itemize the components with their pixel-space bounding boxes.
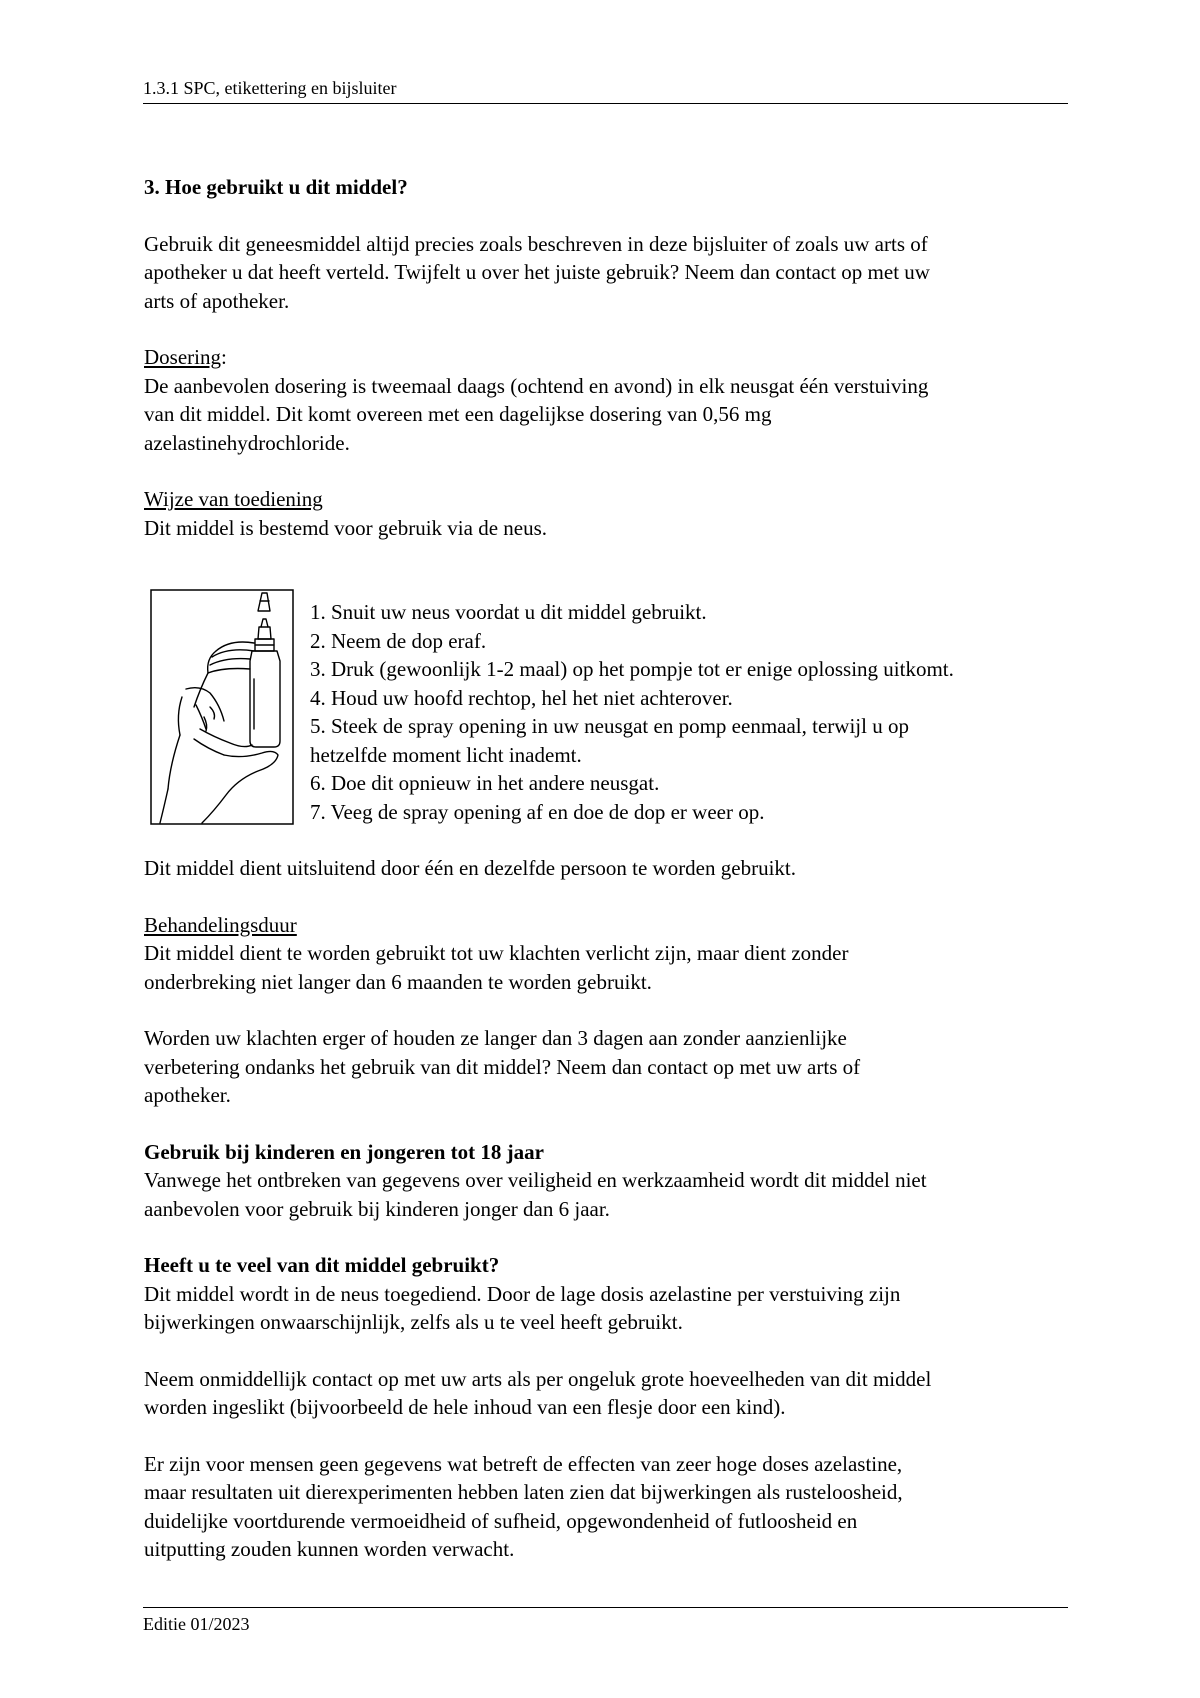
step-item: 1. Snuit uw neus voordat u dit middel gebruikt. bbox=[310, 600, 707, 624]
intro-paragraph bbox=[144, 230, 1074, 316]
section-title: 3. Hoe gebruikt u dit middel? bbox=[144, 175, 408, 199]
teveel-paragraph bbox=[144, 1280, 1074, 1337]
dosering-heading bbox=[144, 343, 1074, 372]
page-header-text: 1.3.1 SPC, etikettering en bijsluiter bbox=[143, 78, 397, 98]
dierexperimenten-line: maar resultaten uit dierexperimenten hebben laten zien dat bijwerkingen als rusteloosheid, bbox=[144, 1480, 903, 1504]
single-person-text: Dit middel dient uitsluitend door één en dezelfde persoon te worden gebruikt. bbox=[144, 856, 796, 880]
page-header bbox=[143, 76, 1068, 104]
erger-paragraph bbox=[144, 1024, 1074, 1110]
page-footer bbox=[143, 1607, 1068, 1636]
kinderen-line: aanbevolen voor gebruik bij kinderen jonger dan 6 jaar. bbox=[144, 1196, 610, 1221]
erger-line: Worden uw klachten erger of houden ze langer dan 3 dagen aan zonder aanzienlijke bbox=[144, 1026, 847, 1050]
intro-line: Gebruik dit geneesmiddel altijd precies zoals beschreven in deze bijsluiter of zoals uw arts of bbox=[144, 231, 928, 256]
behandelingsduur-line: Dit middel dient te worden gebruikt tot uw klachten verlicht zijn, maar dient zonder bbox=[144, 941, 849, 965]
behandelingsduur-heading bbox=[144, 911, 1074, 940]
dierexperimenten-line: uitputting zouden kunnen worden verwacht. bbox=[144, 1537, 515, 1561]
toediening-heading-text: Wijze van toediening bbox=[144, 487, 323, 511]
teveel-heading: Heeft u te veel van dit middel gebruikt? bbox=[144, 1253, 500, 1277]
behandelingsduur-line: onderbreking niet langer dan 6 maanden te worden gebruikt. bbox=[144, 969, 652, 994]
steps-list bbox=[310, 598, 954, 826]
step-item: 6. Doe dit opnieuw in het andere neusgat. bbox=[310, 771, 660, 795]
behandelingsduur-paragraph bbox=[144, 939, 1074, 996]
dosering-line: van dit middel. Dit komt overeen met een dagelijkse dosering van 0,56 mg bbox=[144, 402, 772, 426]
instructions-block bbox=[144, 589, 1074, 826]
step-item: 4. Houd uw hoofd rechtop, hel het niet achterover. bbox=[310, 685, 733, 710]
ingeslikt-line: worden ingeslikt (bijvoorbeeld de hele inhoud van een flesje door een kind). bbox=[144, 1395, 786, 1419]
dosering-paragraph bbox=[144, 372, 1074, 458]
behandelingsduur-heading-text: Behandelingsduur bbox=[144, 912, 297, 937]
erger-line: apotheker. bbox=[144, 1083, 231, 1107]
step-item: hetzelfde moment licht inademt. bbox=[310, 742, 582, 767]
kinderen-heading: Gebruik bij kinderen en jongeren tot 18 jaar bbox=[144, 1139, 544, 1164]
toediening-heading bbox=[144, 485, 1074, 514]
page-footer-text: Editie 01/2023 bbox=[143, 1614, 250, 1634]
dierexperimenten-paragraph bbox=[144, 1450, 1074, 1564]
document-content bbox=[144, 173, 1074, 1564]
toediening-text: Dit middel is bestemd voor gebruik via de neus. bbox=[144, 515, 548, 540]
step-item: 3. Druk (gewoonlijk 1-2 maal) op het pompje tot er enige oplossing uitkomt. bbox=[310, 657, 954, 681]
ingeslikt-paragraph bbox=[144, 1365, 1074, 1422]
dosering-heading-suffix: : bbox=[221, 345, 227, 369]
nasal-spray-hand-icon bbox=[150, 589, 294, 825]
dosering-line: De aanbevolen dosering is tweemaal daags (ochtend en avond) in elk neusgat één verstuiving bbox=[144, 373, 929, 398]
step-item: 2. Neem de dop eraf. bbox=[310, 628, 487, 653]
intro-line: arts of apotheker. bbox=[144, 288, 290, 313]
step-item: 5. Steek de spray opening in uw neusgat en pomp eenmaal, terwijl u op bbox=[310, 714, 909, 738]
ingeslikt-line: Neem onmiddellijk contact op met uw arts als per ongeluk grote hoeveelheden van dit middel bbox=[144, 1366, 932, 1391]
kinderen-paragraph bbox=[144, 1166, 1074, 1223]
erger-line: verbetering ondanks het gebruik van dit middel? Neem dan contact op met uw arts of bbox=[144, 1054, 861, 1079]
dierexperimenten-line: Er zijn voor mensen geen gegevens wat betreft de effecten van zeer hoge doses azelastine, bbox=[144, 1451, 903, 1476]
kinderen-line: Vanwege het ontbreken van gegevens over veiligheid en werkzaamheid wordt dit middel niet bbox=[144, 1168, 927, 1192]
intro-line: apotheker u dat heeft verteld. Twijfelt u over het juiste gebruik? Neem dan contact op met uw bbox=[144, 260, 930, 284]
dosering-heading-text: Dosering bbox=[144, 345, 221, 369]
teveel-line: Dit middel wordt in de neus toegediend. Door de lage dosis azelastine per verstuiving zijn bbox=[144, 1281, 901, 1306]
step-item: 7. Veeg de spray opening af en doe de dop er weer op. bbox=[310, 799, 765, 824]
dosering-line: azelastinehydrochloride. bbox=[144, 430, 350, 455]
dierexperimenten-line: duidelijke voortdurende vermoeidheid of sufheid, opgewondenheid of futloosheid en bbox=[144, 1508, 858, 1533]
teveel-line: bijwerkingen onwaarschijnlijk, zelfs als u te veel heeft gebruikt. bbox=[144, 1310, 683, 1334]
